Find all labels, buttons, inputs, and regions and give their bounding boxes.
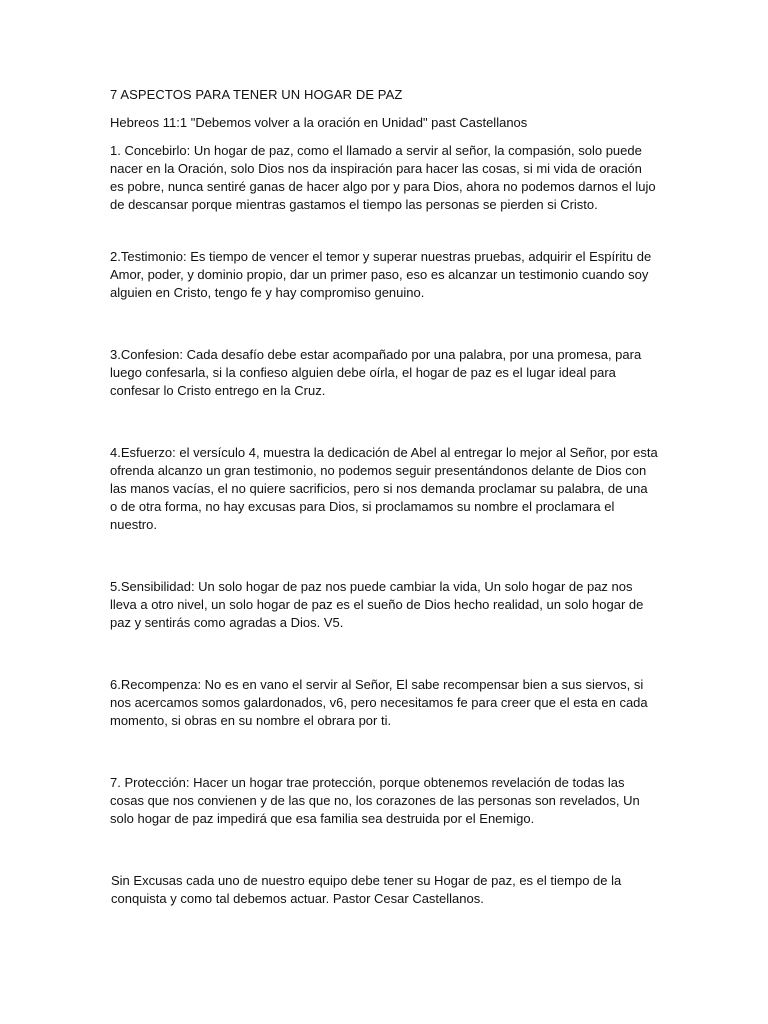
document-body xyxy=(110,86,658,908)
paragraph-esfuerzo: 4.Esfuerzo: el versículo 4, muestra la dedicación de Abel al entregar lo mejor al Señor, por esta ofrenda alcanzo un gran testimonio, no podemos seguir presentándonos delante de Dios con las manos vacías, el no quiere sacrificios, pero si nos demanda proclamar su palabra, de una o de otra forma, no hay excusas para Dios, si proclamamos su nombre el proclamara el nuestro. xyxy=(110,445,658,532)
paragraph-concebirlo: 1. Concebirlo: Un hogar de paz, como el llamado a servir al señor, la compasión, solo puede nacer en la Oración, solo Dios nos da inspiración para hacer las cosas, si mi vida de oración es pobre, nunca sentiré ganas de hacer algo por y para Dios, ahora no podemos darnos el lujo de descansar porque mientras gastamos el tiempo las personas se pierden si Cristo. xyxy=(110,143,656,212)
paragraph-testimonio: 2.Testimonio: Es tiempo de vencer el temor y superar nuestras pruebas, adquirir el Espíritu de Amor, poder, y dominio propio, dar un primer paso, eso es alcanzar un testimonio cuando soy alguien en Cristo, tengo fe y hay compromiso genuino. xyxy=(110,249,652,300)
paragraph-sensibilidad: 5.Sensibilidad: Un solo hogar de paz nos puede cambiar la vida, Un solo hogar de paz nos lleva a otro nivel, un solo hogar de paz es el sueño de Dios hecho realidad, un solo hogar de paz y sentirás como agradas a Dios. V5. xyxy=(110,579,644,630)
document-title: 7 ASPECTOS PARA TENER UN HOGAR DE PAZ xyxy=(110,87,403,102)
paragraph-recompenza: 6.Recompenza: No es en vano el servir al Señor, El sabe recompensar bien a sus siervos, si nos acercamos somos galardonados, v6, pero necesitamos fe para creer que el esta en cada momento, si obras en su nombre el obrara por ti. xyxy=(110,677,648,728)
document-subtitle: Hebreos 11:1 "Debemos volver a la oración en Unidad" past Castellanos xyxy=(110,115,528,130)
paragraph-proteccion: 7. Protección: Hacer un hogar trae protección, porque obtenemos revelación de todas las cosas que nos convienen y de las que no, los corazones de las personas son revelados, Un solo hogar de paz impedirá que esa familia sea destruida por el Enemigo. xyxy=(110,775,640,826)
paragraph-confesion: 3.Confesion: Cada desafío debe estar acompañado por una palabra, por una promesa, para luego confesarla, si la confieso alguien debe oírla, el hogar de paz es el lugar ideal para confesar lo Cristo entrego en la Cruz. xyxy=(110,347,642,398)
closing-paragraph: Sin Excusas cada uno de nuestro equipo debe tener su Hogar de paz, es el tiempo de la conquista y como tal debemos actuar. Pastor Cesar Castellanos. xyxy=(111,873,622,906)
